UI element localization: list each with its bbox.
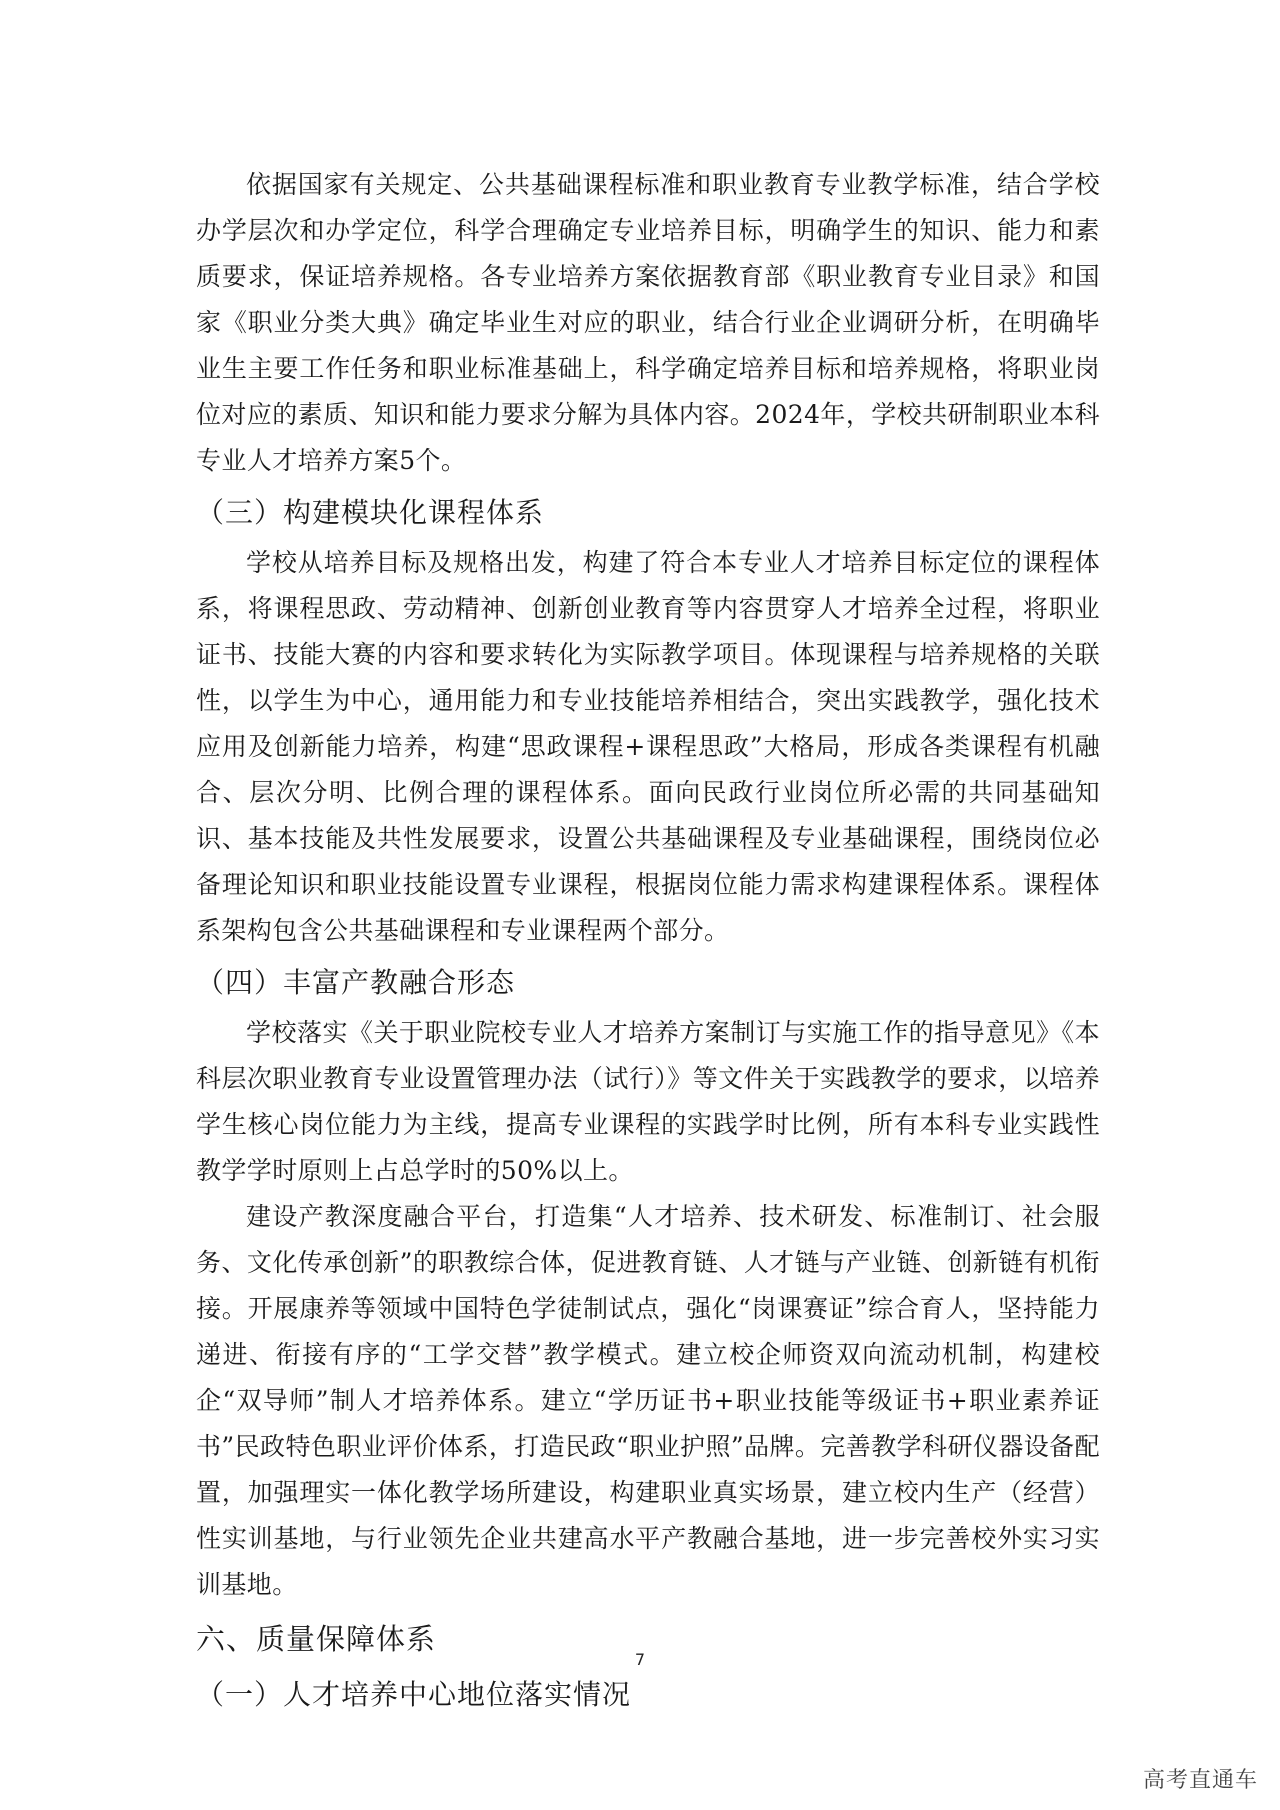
heading-modular-curriculum: （三）构建模块化课程体系 <box>196 496 545 529</box>
paragraph-integration-platform: 建设产教深度融合平台，打造集“人才培养、技术研发、标准制订、社会服务、文化传承创新”的职教综合体，促进教育链、人才链与产业链、创新链有机衔接。开展康养等领域中国特色学徒制试点，强化“岗课赛证”综合育人，坚持能力递进、衔接有序的“工学交替”教学模式。建立校企师资双向流动机制，构建校企“双导师”制人才培养体系。建立“学历证书+职业技能等级证书+职业素养证书”民政特色职业评价体系，打造民政“职业护照”品牌。完善教学科研仪器设备配置，加强理实一体化教学场所建设，构建职业真实场景，建立校内生产（经营）性实训基地，与行业领先企业共建高水平产教融合基地，进一步完善校外实习实训基地。 <box>196 1202 1100 1599</box>
heading-talent-cultivation-center: （一）人才培养中心地位落实情况 <box>196 1678 632 1711</box>
heading-quality-assurance: 六、质量保障体系 <box>196 1622 437 1656</box>
heading-industry-education: （四）丰富产教融合形态 <box>196 966 516 999</box>
paragraph-curriculum-system: 学校从培养目标及规格出发，构建了符合本专业人才培养目标定位的课程体系，将课程思政、劳动精神、创新创业教育等内容贯穿人才培养全过程，将职业证书、技能大赛的内容和要求转化为实际教学项目。体现课程与培养规格的关联性，以学生为中心，通用能力和专业技能培养相结合，突出实践教学，强化技术应用及创新能力培养，构建“思政课程+课程思政”大格局，形成各类课程有机融合、层次分明、比例合理的课程体系。面向民政行业岗位所必需的共同基础知识、基本技能及共性发展要求，设置公共基础课程及专业基础课程，围绕岗位必备理论知识和职业技能设置专业课程，根据岗位能力需求构建课程体系。课程体系架构包含公共基础课程和专业课程两个部分。 <box>196 548 1100 945</box>
paragraph-practice-teaching: 学校落实《关于职业院校专业人才培养方案制订与实施工作的指导意见》《本科层次职业教育专业设置管理办法（试行）》等文件关于实践教学的要求，以培养学生核心岗位能力为主线，提高专业课程的实践学时比例，所有本科专业实践性教学学时原则上占总学时的50%以上。 <box>196 1018 1100 1185</box>
watermark-text: 高考直通车 <box>1142 1768 1258 1793</box>
paragraph-training-goals: 依据国家有关规定、公共基础课程标准和职业教育专业教学标准，结合学校办学层次和办学定位，科学合理确定专业培养目标，明确学生的知识、能力和素质要求，保证培养规格。各专业培养方案依据教育部《职业教育专业目录》和国家《职业分类大典》确定毕业生对应的职业，结合行业企业调研分析，在明确毕业生主要工作任务和职业标准基础上，科学确定培养目标和培养规格，将职业岗位对应的素质、知识和能力要求分解为具体内容。2024年，学校共研制职业本科专业人才培养方案5个。 <box>196 170 1100 475</box>
page-number: 7 <box>634 1650 646 1669</box>
document-body <box>196 162 1100 1722</box>
